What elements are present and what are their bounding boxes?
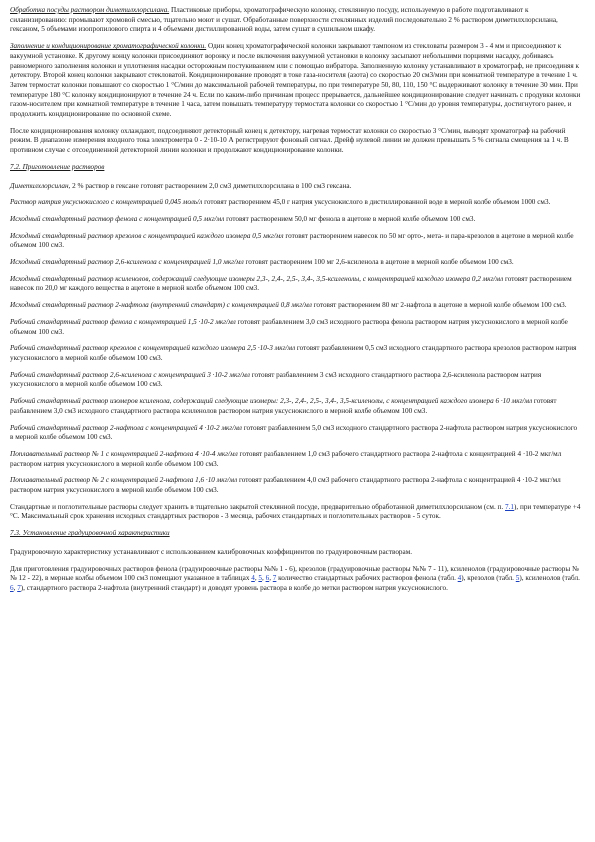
table-link-4[interactable]: 4	[457, 574, 462, 583]
solution-description: готовят разбавлением 3,0 см3 исходного раствора фенола раствором натрия уксуснокислого в мерной колбе объемом 100 см3.	[10, 317, 568, 336]
solution-description: готовят растворением навесок по 50 мг орто-, мета- и пара-крезолов в ацетоне в мерной колбе объемом 100 см3.	[10, 231, 574, 250]
solution-description: готовят разбавлением 3 см3 исходного стандартного раствора 2,6-ксиленола раствором натрия уксуснокислого в мерной колбе объемом 100 см3.	[10, 370, 542, 389]
paragraph-text: Стандартные и поглотительные растворы следует хранить в тщательно закрытой стеклянной посуде, предварительно обработанной диметилхлорсиланом (см. п.	[10, 502, 505, 511]
table-link-7[interactable]: 7	[17, 583, 21, 592]
solution-name: Поплавательный раствор № 2 с концентрацией 2-нафтола 1,6 ·10 мкг/мл	[10, 476, 238, 485]
solution-name: Исходный стандартный раствор фенола с концентрацией 0,5 мкг/мл	[10, 214, 225, 223]
solution-paragraph	[10, 182, 581, 192]
solution-description: готовят растворением 80 мг 2-нафтола в ацетоне в мерной колбе объемом 100 см3.	[311, 301, 567, 310]
table-link-7[interactable]: 7	[272, 574, 277, 583]
solution-name: Исходный стандартный раствор 2-нафтола (внутренний стандарт) с концентрацией 0,8 мкг/мл	[10, 301, 312, 310]
solution-name: Рабочий стандартный раствор изомеров ксиленола, содержащий следующие изомеры: 2,3-, 2,4-, 2,5-, 3,4-, 3,5-ксиленолы, с концентрацией каждого изомера 6 ·10 мкг/мл	[10, 397, 533, 406]
section-heading-solutions: 7.2. Приготовление растворов	[10, 162, 105, 171]
paragraph-text: ), крезолов (табл.	[461, 574, 516, 583]
solution-paragraph	[10, 215, 581, 225]
paragraph-text: количество стандартных рабочих растворов фенола (табл.	[276, 574, 458, 583]
solution-description: готовят разбавлением 1,0 см3 рабочего стандартного раствора 2-нафтола с концентрацией 4 ·10-2 мкг/мл раствором натрия уксуснокислого в мерной колбе объемом 100 см3.	[10, 449, 562, 468]
solution-paragraph	[10, 275, 581, 294]
paragraph-text: ), при температуре +4 °С. Максимальный срок хранения исходных стандартных растворов - 3 месяца, рабочих стандартных и поглотительных растворов - 5 суток.	[10, 502, 581, 521]
paragraph-heading: Заполнение и кондиционирование хроматографической колонки.	[10, 42, 207, 51]
solution-description: готовят разбавлением 4,0 см3 рабочего стандартного раствора 2-нафтола с концентрацией 4 ·10-2 мкг/мл раствором натрия уксуснокислого в мерной колбе объемом 100 см3.	[10, 476, 561, 495]
section-heading-calibration: 7.3. Установление градуировочной характеристики	[10, 529, 170, 538]
solution-description: готовят растворением 100 мг 2,6-ксиленола в ацетоне в мерной колбе объемом 100 см3.	[243, 258, 514, 267]
solution-name: Рабочий стандартный раствор 2,6-ксиленола с концентрацией 3 ·10-2 мкг/мл	[10, 370, 250, 379]
solution-description: 2 % раствор в гексане готовят растворением 2,0 см3 диметилхлорсилана в 100 см3 гексана.	[70, 181, 352, 190]
solution-paragraph	[10, 450, 581, 469]
table-link-6[interactable]: 6	[10, 583, 14, 592]
solution-paragraph	[10, 232, 581, 251]
paragraph-text: ), ксиленолов (табл.	[519, 574, 580, 583]
solution-description: готовят растворением 50,0 мг фенола в ацетоне в мерной колбе объемом 100 см3.	[224, 214, 476, 223]
solution-paragraph	[10, 397, 581, 416]
solution-paragraph	[10, 424, 581, 443]
paragraph-heading: Обработка посуды раствором диметилхлорсилана.	[10, 6, 170, 14]
solution-name: Поплавательный раствор № 1 с концентрацией 2-нафтола 4 ·10-4 мкг/мл	[10, 449, 238, 458]
solution-paragraph	[10, 344, 581, 363]
solution-paragraph	[10, 301, 581, 311]
solution-description: готовят разбавлением 3,0 см3 исходного стандартного раствора ксиленолов раствором натрия уксуснокислого в мерной колбе объемом 100 см3.	[10, 397, 557, 415]
table-link-5[interactable]: 5	[258, 574, 262, 583]
solution-name: Диметилхлорсилан,	[10, 181, 71, 190]
paragraph-text: Один конец хроматографической колонки закрывают тампоном из стекловаты размером 3 - 4 мм и присоединяют к вакуумной установке. К другому концу колонки присоединяют воронку и после включения вакуумной установки в колонку засыпают небольшими порциями насадку, добиваясь равномерного заполнения колонки и уплотнения насадки осторожным постукиванием или с помощью вибратора. Заполненную колонку устанавливают в хроматограф, не присоединяя к детектору. Второй конец колонки закрывают стекловатой. Кондиционирование проводят в токе газа-носителя (азота) со скоростью 20 см3/мин при комнатной температуре в течение 1 ч. Затем термостат колонки повышают со скоростью 1 °С/мин до максимальной рабочей температуры, по при температуре 50, 80, 110, 150 °С выдерживают колонку в течение 30 мин. При температуре 180 °С колонку кондиционируют в течение 24 ч. Если по каким-либо причинам процесс прерывается, дальнейшее кондиционирование следует начинать с продувки колонки газом-носителем при комнатной температуре в течение 1 часа, затем повышать температуру термостата колонки со скоростью 1 °С/мин до уровня температуры, достигнутого ранее, и продолжить кондиционирование по основной схеме.	[10, 42, 581, 119]
solution-paragraph	[10, 258, 581, 268]
paragraph-text: ), стандартного раствора 2-нафтола (внутренний стандарт) и доводят уровень раствора в колбе до метки раствором натрия уксуснокислого.	[20, 583, 448, 592]
paragraph-text: Пластиковые приборы, хроматографическую колонку, стеклянную посуду, используемую в работе подготавливают к силанизированию: промывают хромовой смесью, тщательно моют и сушат. Обработанные поверхности стеклянных изделий последовательно 2 % раствором диметилхлорсилана, гексаном, 5 объемами изопропилового спирта и 4 объемами дистиллированной воды, затем сушат в сушильном шкафу.	[10, 6, 558, 34]
section-link[interactable]: 7.1	[505, 502, 514, 511]
solution-name: Раствор натрия уксуснокислого с концентрацией 0,045 моль/л	[10, 198, 203, 207]
solution-name: Рабочий стандартный раствор фенола с концентрацией 1,5 ·10-2 мкг/мл	[10, 317, 236, 326]
table-link-5[interactable]: 5	[515, 574, 520, 583]
solution-paragraph	[10, 476, 581, 495]
solution-paragraph	[10, 371, 581, 390]
solution-name: Исходный стандартный раствор крезолов с концентрацией каждого изомера 0,5 мкг/мл	[10, 231, 284, 240]
paragraph-storage	[10, 503, 581, 522]
solution-name: Исходный стандартный раствор 2,6-ксиленола с концентрацией 1,0 мкг/мл	[10, 258, 244, 267]
solution-name: Рабочий стандартный раствор 2-нафтола с концентрацией 4 ·10-2 мкг/мл	[10, 423, 242, 432]
solution-description: готовят растворением навесок по 20,0 мг каждого вещества в ацетоне в мерной колбе объемом 100 см3.	[10, 274, 572, 293]
solution-description: готовят разбавлением 0,5 см3 исходного стандартного раствора крезолов раствором натрия уксуснокислого в мерной колбе объемом 100 см3.	[10, 344, 577, 362]
solution-description: готовят растворением 45,0 г натрия уксуснокислого в дистиллированной воде в мерной колбе объемом 1000 см3.	[202, 198, 551, 207]
paragraph-calibration-intro: Градуировочную характеристику устанавливают с использованием калибровочных коэффициентов по градуировочным растворам.	[10, 547, 413, 556]
paragraph-glassware-treatment	[10, 6, 581, 35]
table-link-4[interactable]: 4	[251, 574, 255, 583]
solution-name: Исходный стандартный раствор ксиленолов, содержащий следующие изомеры 2,3-, 2,4-, 2,5-, 3,4-, 3,5-ксиленолы, с концентрацией каждого изомера 0,2 мкг/мл	[10, 274, 504, 283]
solution-description: готовят разбавлением 5,0 см3 исходного стандартного раствора 2-нафтола раствором натрия уксуснокислого в мерной колбе объемом 100 см3.	[10, 423, 578, 442]
solution-paragraph	[10, 198, 581, 208]
solution-paragraph	[10, 318, 581, 337]
paragraph-text: Для приготовления градуировочных растворов фенола (градуировочные растворы №№ 1 - 6), крезолов (градуировочные растворы №№ 7 - 11), ксиленолов (градуировочные растворы №№ 12 - 22), в мерные колбы объемом 100 см3 помещают указанное в таблицах	[10, 564, 579, 583]
solution-name: Рабочий стандартный раствор крезолов с концентрацией каждого изомера 2,5 ·10-3 мкг/мл	[10, 344, 296, 353]
solution-list	[10, 182, 581, 496]
table-link-6[interactable]: 6	[265, 574, 270, 583]
paragraph-column-conditioning	[10, 42, 581, 120]
paragraph-calibration-solutions: Для приготовления градуировочных растворов фенола (градуировочные растворы №№ 1 - 6), крезолов (градуировочные растворы №№ 7 - 11), ксиленолов (градуировочные растворы №№ 12 - 22), в мерные колбы объемом 100 см3 помещают указанное в таблицах 4, 5, 6, 7 количество стандартных рабочих растворов фенола (табл. 4), крезолов (табл. 5), ксиленолов (табл. 6, 7), стандартного раствора 2-нафтола (внутренний стандарт) и доводят уровень раствора в колбе до метки раствором натрия уксуснокислого.	[10, 564, 580, 592]
paragraph-after-conditioning: После кондиционирования колонку охлаждают, подсоединяют детекторный конец к детектору, нагревая термостат колонки со скоростью 3 °С/мин, выводят хроматограф на рабочий режим. В диапазоне измерения входного тока электрометра 0 - 2·10-10 А регистрируют фоновый сигнал. Дрейф нулевой линии не должен превышать 5 % сигнала смещения за 1 ч. В противном случае с отсоединенной детекторной линии колонки и продолжают кондиционирование колонки.	[10, 126, 569, 155]
